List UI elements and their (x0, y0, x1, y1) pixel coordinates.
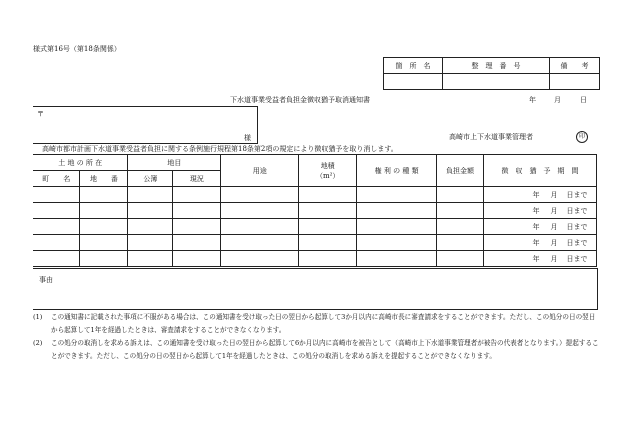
remarks-cell (550, 74, 600, 90)
land-table (33, 154, 597, 267)
recipient-address-box (33, 106, 258, 144)
reason-label: 事由 (39, 276, 53, 284)
usage-header: 用途 (221, 155, 299, 187)
honorific: 様 (244, 134, 251, 142)
deferral-period-cell: 年 月 日まで (484, 251, 597, 267)
deferral-period-cell: 年 月 日まで (484, 219, 597, 235)
land-category-header: 地目 (128, 155, 221, 171)
postal-mark: 〒 (37, 110, 44, 118)
table-row (33, 235, 597, 251)
charge-amount-header: 負担金額 (437, 155, 484, 187)
table-row (33, 219, 597, 235)
note-2-text: この処分の取消しを求める訴えは、この通知書を受け取った日の翌日から起算して6か月以内に高崎市を被告として（高崎市上下水道事業管理者が被告の代表者となります。）提起することができます。ただし、この処分の日の翌日から起算して1年を経過したときは、この処分の取消しを求める訴えを提起することができなくなります。 (51, 339, 599, 360)
table-row (33, 251, 597, 267)
deferral-period-cell: 年 月 日まで (484, 203, 597, 219)
reason-box (33, 268, 598, 310)
area-label: 地積 (320, 161, 335, 170)
date-day-label: 日 (580, 96, 587, 104)
lot-number-header: 地 番 (80, 171, 128, 187)
note-1-text: この通知書に記載された事項に不服がある場合は、この通知書を受け取った日の翌日から起算して3か月以内に高崎市長に審査請求をすることができます。ただし、この処分の日の翌日から起算して1年を経過したときは、審査請求をすることができなくなります。 (51, 313, 596, 334)
deferral-period-cell: 年 月 日まで (484, 187, 597, 203)
remarks-header: 備 考 (550, 58, 600, 74)
area-header (299, 155, 357, 187)
table-row (33, 187, 597, 203)
seal-mark: 印 (576, 131, 588, 143)
note-1-number: (1) (33, 313, 43, 321)
reference-number-cell (443, 74, 550, 90)
date-month-label: 月 (554, 96, 561, 104)
date-year-label: 年 (529, 96, 536, 104)
deferral-period-header: 徴 収 猶 予 期 間 (484, 155, 597, 187)
official-register-header: 公簿 (128, 171, 173, 187)
issuer-name: 高崎市上下水道事業管理者 (449, 133, 533, 141)
location-header: 土 地 の 所 在 (33, 155, 128, 171)
right-type-header: 権 利 の 種 類 (357, 155, 437, 187)
town-header: 町 名 (33, 171, 80, 187)
reference-table (383, 57, 600, 90)
location-name-cell (384, 74, 443, 90)
form-number: 様式第16号（第18条関係） (33, 45, 121, 53)
table-row (33, 203, 597, 219)
body-text: 高崎市都市計画下水道事業受益者負担に関する条例施行規程第18条第2項の規定により徴収猶予を取り消します。 (42, 145, 398, 153)
document-title: 下水道事業受益者負担金徴収猶予取消通知書 (230, 96, 370, 104)
current-status-header: 現況 (173, 171, 221, 187)
reference-number-header: 整 理 番 号 (443, 58, 550, 74)
deferral-period-cell: 年 月 日まで (484, 235, 597, 251)
area-unit: （m²） (315, 171, 340, 180)
note-2-number: (2) (33, 339, 43, 347)
location-name-header: 箇 所 名 (384, 58, 443, 74)
